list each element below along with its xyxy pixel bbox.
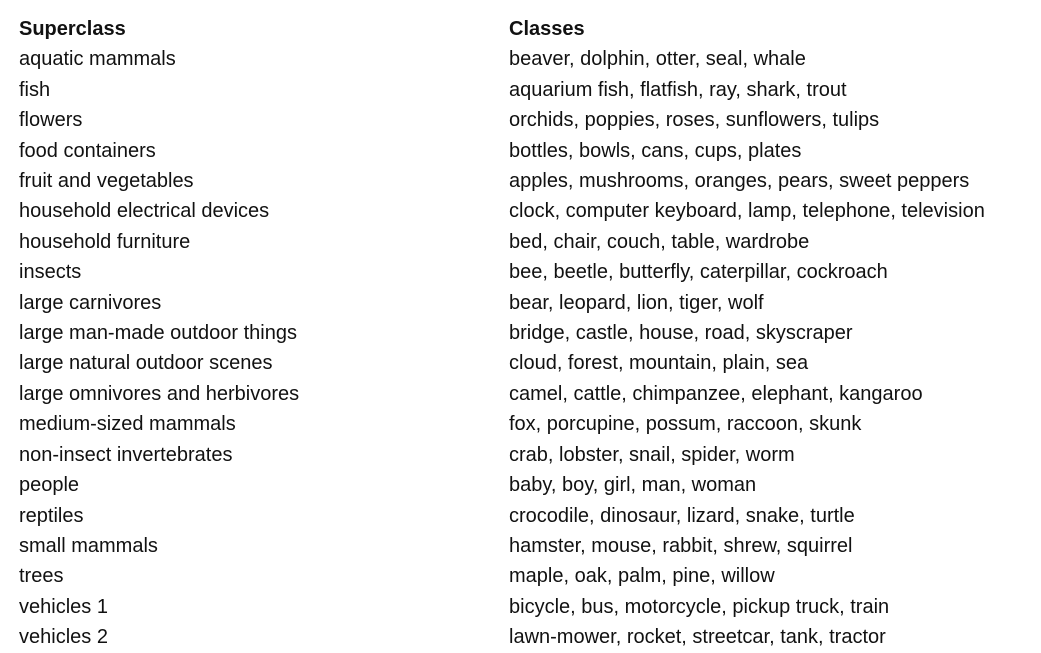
classes-cell: beaver, dolphin, otter, seal, whale [509,48,806,71]
superclass-cell: aquatic mammals [19,48,176,71]
classes-cell: fox, porcupine, possum, raccoon, skunk [509,413,862,436]
superclass-cell: food containers [19,139,156,162]
superclass-cell: large omnivores and herbivores [19,382,300,405]
column-header-superclass: Superclass [19,18,126,40]
table-row [19,561,1039,591]
classes-cell: aquarium fish, flatfish, ray, shark, trout [509,78,847,101]
superclass-cell: large natural outdoor scenes [19,352,273,375]
classes-cell: camel, cattle, chimpanzee, elephant, kangaroo [509,382,923,405]
table-header-row [19,14,1039,44]
classes-cell: hamster, mouse, rabbit, shrew, squirrel [509,534,853,557]
table-row [19,44,1039,74]
superclass-cell: fish [19,78,51,101]
classes-cell: bottles, bowls, cans, cups, plates [509,139,802,162]
table-row [19,105,1039,135]
table-row [19,470,1039,500]
superclass-cell: insects [19,261,82,284]
superclass-cell: small mammals [19,534,158,557]
table-row [19,196,1039,226]
table-row [19,227,1039,257]
table-row [19,257,1039,287]
superclass-cell: large carnivores [19,291,162,314]
classes-cell: lawn-mower, rocket, streetcar, tank, tractor [509,626,886,649]
superclass-cell: non-insect invertebrates [19,443,233,466]
classes-cell: bridge, castle, house, road, skyscraper [509,322,853,345]
classes-cell: bear, leopard, lion, tiger, wolf [509,291,764,314]
table-row [19,136,1039,166]
classes-cell: bicycle, bus, motorcycle, pickup truck, train [509,595,890,618]
superclass-cell: household furniture [19,230,191,253]
table-row [19,440,1039,470]
superclass-cell: reptiles [19,504,84,527]
superclass-cell: household electrical devices [19,200,270,223]
table-row [19,409,1039,439]
superclass-table [19,14,1039,653]
classes-cell: baby, boy, girl, man, woman [509,474,757,497]
classes-cell: crocodile, dinosaur, lizard, snake, turtle [509,504,855,527]
classes-cell: crab, lobster, snail, spider, worm [509,443,795,466]
superclass-cell: medium-sized mammals [19,413,236,436]
superclass-cell: flowers [19,109,83,132]
table-row [19,379,1039,409]
table-row [19,592,1039,622]
classes-cell: orchids, poppies, roses, sunflowers, tulips [509,109,880,132]
table-row [19,531,1039,561]
column-header-classes: Classes [509,18,585,40]
classes-cell: bee, beetle, butterfly, caterpillar, cockroach [509,261,888,284]
classes-cell: apples, mushrooms, oranges, pears, sweet peppers [509,170,970,193]
table-row [19,75,1039,105]
classes-cell: cloud, forest, mountain, plain, sea [509,352,809,375]
superclass-table-container [19,14,1039,653]
table-row [19,166,1039,196]
superclass-cell: trees [19,565,64,588]
table-row [19,288,1039,318]
table-body [19,44,1039,652]
table-row [19,501,1039,531]
superclass-cell: vehicles 1 [19,595,108,618]
superclass-cell: people [19,474,80,497]
classes-cell: clock, computer keyboard, lamp, telephone, television [509,200,985,223]
superclass-cell: fruit and vegetables [19,170,194,193]
classes-cell: maple, oak, palm, pine, willow [509,565,775,588]
superclass-cell: vehicles 2 [19,626,108,649]
table-row [19,348,1039,378]
table-row [19,622,1039,652]
superclass-cell: large man-made outdoor things [19,322,297,345]
table-row [19,318,1039,348]
classes-cell: bed, chair, couch, table, wardrobe [509,230,810,253]
